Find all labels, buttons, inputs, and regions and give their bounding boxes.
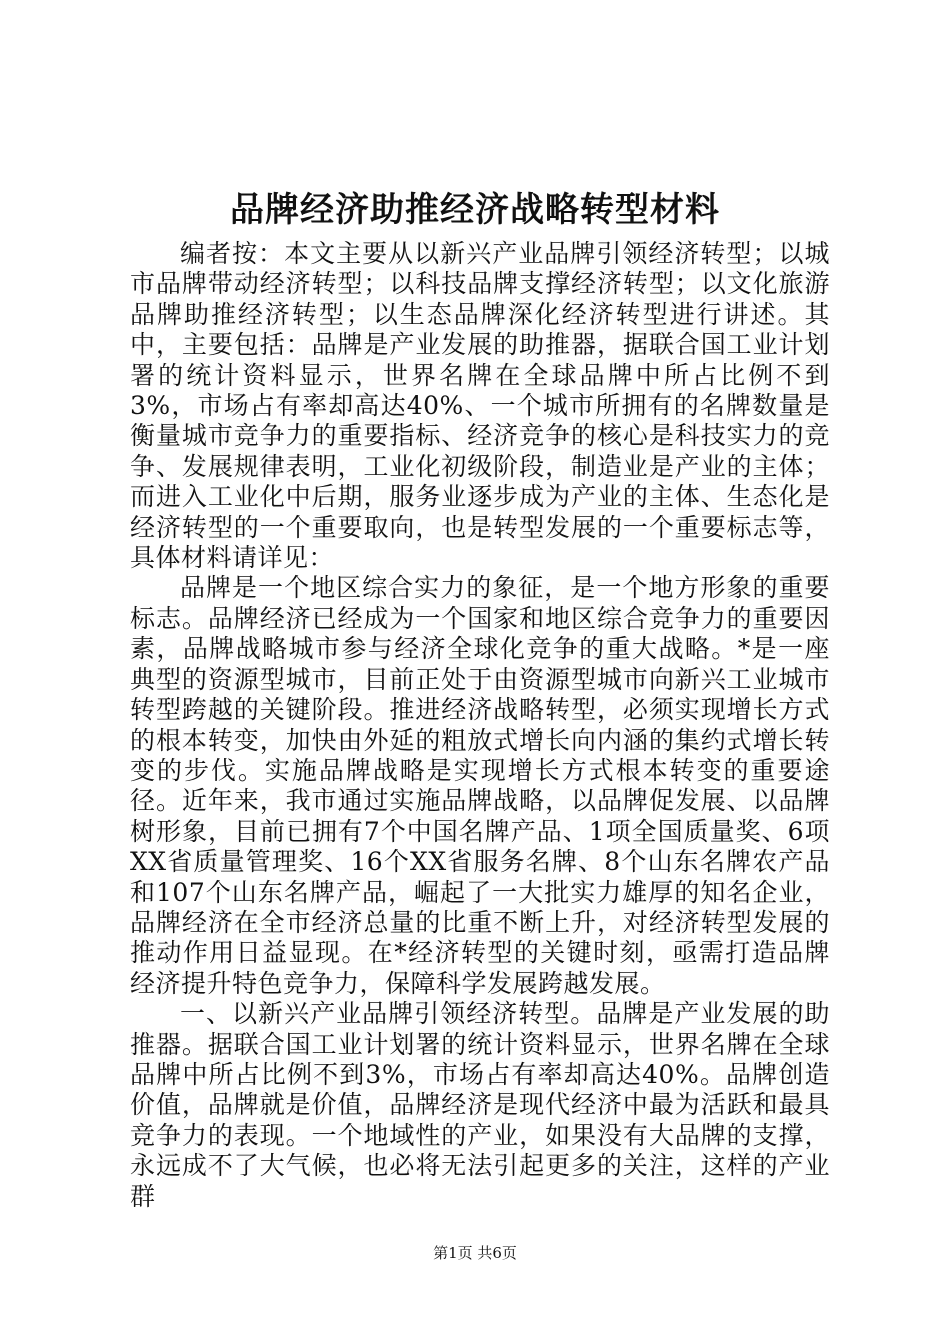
document-body: [130, 239, 830, 1212]
paragraph-section-one: 一、以新兴产业品牌引领经济转型。品牌是产业发展的助推器。据联合国工业计划署的统计资料显示，世界名牌在全球品牌中所占比例不到3%，市场占有率却高达40%。品牌创造价值，品牌就是价值，品牌经济是现代经济中最为活跃和最具竞争力的表现。一个地域性的产业，如果没有大品牌的支撑，永远成不了大气候，也必将无法引起更多的关注，这样的产业群: [130, 999, 830, 1211]
paragraph-intro: 品牌是一个地区综合实力的象征，是一个地方形象的重要标志。品牌经济已经成为一个国家和地区综合竞争力的重要因素，品牌战略城市参与经济全球化竞争的重大战略。*是一座典型的资源型城市，目前正处于由资源型城市向新兴工业城市转型跨越的关键阶段。推进经济战略转型，必须实现增长方式的根本转变，加快由外延的粗放式增长向内涵的集约式增长转变的步伐。实施品牌战略是实现增长方式根本转变的重要途径。近年来，我市通过实施品牌战略，以品牌促发展、以品牌树形象，目前已拥有7个中国名牌产品、1项全国质量奖、6项XX省质量管理奖、16个XX省服务名牌、8个山东名牌农产品和107个山东名牌产品，崛起了一大批实力雄厚的知名企业，品牌经济在全市经济总量的比重不断上升，对经济转型发展的推动作用日益显现。在*经济转型的关键时刻，亟需打造品牌经济提升特色竞争力，保障科学发展跨越发展。: [130, 573, 830, 998]
paragraph-editor-note: 编者按：本文主要从以新兴产业品牌引领经济转型；以城市品牌带动经济转型；以科技品牌支撑经济转型；以文化旅游品牌助推经济转型；以生态品牌深化经济转型进行讲述。其中，主要包括：品牌是产业发展的助推器，据联合国工业计划署的统计资料显示，世界名牌在全球品牌中所占比例不到3%，市场占有率却高达40%、一个城市所拥有的名牌数量是衡量城市竞争力的重要指标、经济竞争的核心是科技实力的竞争、发展规律表明，工业化初级阶段，制造业是产业的主体；而进入工业化中后期，服务业逐步成为产业的主体、生态化是经济转型的一个重要取向，也是转型发展的一个重要标志等，具体材料请详见：: [130, 239, 830, 573]
page-footer: 第1页 共6页: [433, 1244, 517, 1262]
document-title: 品牌经济助推经济战略转型材料: [230, 190, 720, 230]
